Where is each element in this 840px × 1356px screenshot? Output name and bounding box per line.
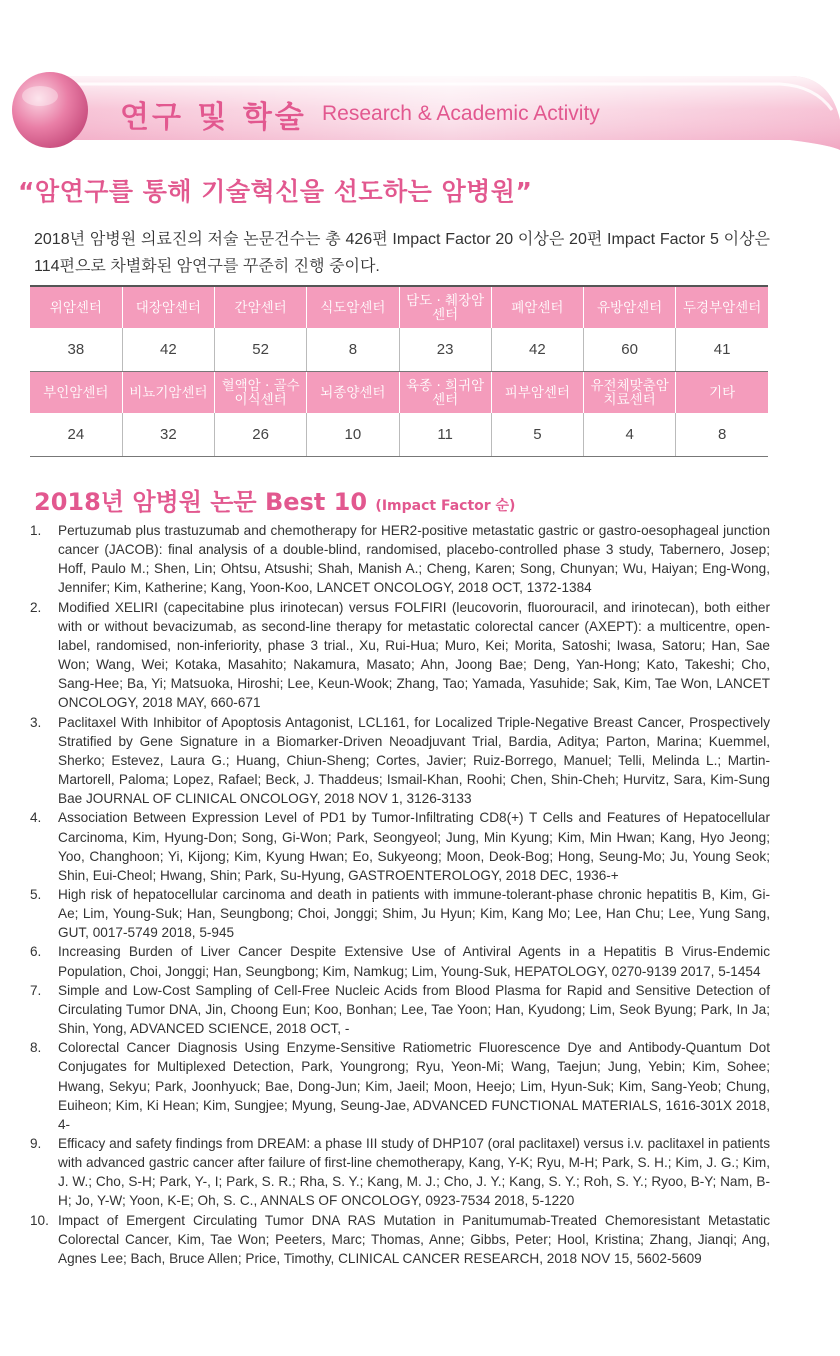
paper-citation: Impact of Emergent Circulating Tumor DNA RAS Mutation in Panitumumab-Treated Chemoresistant Metastatic Colorectal Cancer, Kim, Tae Won; Peeters, Marc; Thomas, Anne; Gibbs, Peter; Hool, Kristina; Zhang, Jianqi; Ang, Agnes Lee; Bach, Bruce Allen; Price, Timothy, CLINICAL CANCER RESEARCH, 2018 NOV 15, 5602-5609 [58, 1212, 770, 1266]
best-papers-subtitle: (Impact Factor 순) [375, 498, 516, 514]
table-value-cell: 8 [676, 413, 768, 457]
paper-citation: Increasing Burden of Liver Cancer Despite Extensive Use of Antiviral Agents in a Hepatitis B Virus-Endemic Population, Choi, Jonggi; Han, Seungbong; Kim, Namkug; Lim, Young-Suk, HEPATOLOGY, 0270-9139 2017, 5-1454 [58, 944, 770, 979]
table-value-cell: 41 [676, 328, 768, 372]
table-value-cell: 24 [30, 413, 122, 457]
table-value-cell: 38 [30, 328, 122, 372]
paper-citation: High risk of hepatocellular carcinoma and death in patients with immune-tolerant-phase chronic hepatitis B, Kim, Gi-Ae; Lim, Young-Suk; Han, Seungbong; Choi, Jonggi; Shim, Ju Hyun; Kim, Kang Mo; Lee, Han Chu; Lee, Yung Sang, GUT, 0017-5749 2018, 5-945 [58, 886, 770, 941]
paper-citation: Pertuzumab plus trastuzumab and chemotherapy for HER2-positive metastatic gastric or gastro-oesophageal junction cancer (JACOB): final analysis of a double-blind, randomised, placebo-controlled phase 3 study, Tabernero, Josep; Hoff, Paulo M.; Shen, Lin; Ohtsu, Atsushi; Shah, Manish A.; Cheng, Karen; Song, Chunyan; Wu, Haiyan; Eng-Wong, Jennifer; Kim, Katherine; Kang, Yoon-Koo, LANCET ONCOLOGY, 2018 OCT, 1372-1384 [58, 523, 770, 596]
table-header-cell: 피부암센터 [491, 372, 583, 414]
table-value-cell: 4 [584, 413, 676, 457]
section-banner [0, 0, 840, 165]
table-header-cell: 폐암센터 [491, 286, 583, 328]
paper-number: 6. [30, 944, 42, 960]
paper-number: 2. [30, 599, 42, 615]
table-header-cell: 대장암센터 [122, 286, 214, 328]
table-value-cell: 52 [215, 328, 307, 372]
table-value-row [30, 328, 768, 372]
table-value-cell: 23 [399, 328, 491, 372]
paper-item [30, 885, 770, 942]
paper-citation: Association Between Expression Level of PD1 by Tumor-Infiltrating CD8(+) T Cells and Features of Hepatocellular Carcinoma, Kim, Hyung-Don; Song, Gi-Won; Park, Seongyeol; Jung, Min Kyung; Kim, Min Hwan; Kang, Hyo Jeong; Yoo, Changhoon; Yi, Kijong; Kim, Kyung Hwan; Eo, Sukyeong; Moon, Deok-Bog; Hong, Seung-Mo; Ju, Young Seok; Shin, Eui-Cheol; Hwang, Shin; Park, Su-Hyung, GASTROENTEROLOGY, 2018 DEC, 1936-+ [58, 810, 770, 883]
table-header-row [30, 286, 768, 328]
paper-number: 5. [30, 886, 42, 902]
table-value-cell: 5 [491, 413, 583, 457]
paper-item [30, 598, 770, 713]
section-title-kr: 연구 및 학술 [120, 100, 307, 135]
paper-item [30, 942, 770, 980]
table-header-cell: 부인암센터 [30, 372, 122, 414]
table-header-cell: 육종 · 희귀암 센터 [399, 372, 491, 414]
paper-item [30, 713, 770, 809]
paper-number: 7. [30, 982, 42, 998]
table-header-cell: 혈액암 · 골수 이식센터 [215, 372, 307, 414]
table-value-cell: 10 [307, 413, 399, 457]
best-papers-title [34, 482, 515, 517]
paper-number: 8. [30, 1040, 42, 1056]
table-value-cell: 60 [584, 328, 676, 372]
table-value-cell: 42 [122, 328, 214, 372]
table-header-cell: 두경부암센터 [676, 286, 768, 328]
table-header-cell: 담도 · 췌장암 센터 [399, 286, 491, 328]
table-value-cell: 42 [491, 328, 583, 372]
best-papers-title-text: 2018년 암병원 논문 Best 10 [34, 488, 368, 516]
paper-number: 1. [30, 523, 42, 538]
paper-number: 9. [30, 1136, 42, 1151]
table-header-cell: 뇌종양센터 [307, 372, 399, 414]
table-header-cell: 비뇨기암센터 [122, 372, 214, 414]
paper-citation: Modified XELIRI (capecitabine plus irinotecan) versus FOLFIRI (leucovorin, fluorouracil, and irinotecan), both either with or without bevacizumab, as second-line therapy for metastatic colorectal cancer (AXEPT): a multicentre, open-label, randomised, non-inferiority, phase 3 trial., Xu, Rui-Hua; Muro, Kei; Morita, Satoshi; Iwasa, Satoru; Han, Sae Won; Wang, Wei; Kotaka, Masahito; Nakamura, Masato; Ahn, Joong Bae; Deng, Yan-Hong; Kato, Takeshi; Cho, Sang-Hee; Ba, Yi; Matsuoka, Hiroshi; Lee, Keun-Wook; Zhang, Tao; Yamada, Yasuhide; Sak, Kim, Tae Won, LANCET ONCOLOGY, 2018 MAY, 660-671 [58, 599, 770, 711]
paper-item [30, 981, 770, 1038]
table-value-cell: 11 [399, 413, 491, 457]
table-header-row [30, 372, 768, 414]
table-header-cell: 위암센터 [30, 286, 122, 328]
intro-paragraph: 2018년 암병원 의료진의 저술 논문건수는 총 426편 Impact Factor 20 이상은 20편 Impact Factor 5 이상은 114편으로 차별화된 암연구를 꾸준히 진행 중이다. [34, 231, 770, 275]
table-value-row [30, 413, 768, 457]
paper-citation: Efficacy and safety findings from DREAM: a phase III study of DHP107 (oral paclitaxel) versus i.v. paclitaxel in patients with advanced gastric cancer after failure of first-line chemotherapy, Kang, Y-K; Ryu, M-H; Park, S. H.; Kim, J. G.; Kim, J. W.; Cho, S-H; Park, Y-, I; Park, S. R.; Rha, S. Y.; Kang, M. J.; Cho, J. Y.; Kang, S. Y.; Roh, S. Y.; Ryoo, B-Y; Nam, B-H; Jo, Y-W; Yoon, K-E; Oh, S. C., ANNALS OF ONCOLOGY, 0923-7534 2018, 5-1220 [58, 1136, 770, 1209]
table-header-cell: 식도암센터 [307, 286, 399, 328]
table-value-cell: 26 [215, 413, 307, 457]
paper-item [30, 1038, 770, 1134]
paper-item [30, 1211, 770, 1268]
banner-graphic [0, 0, 840, 165]
paper-list [30, 521, 770, 1268]
page-headline: “암연구를 통해 기술혁신을 선도하는 암병원” [18, 177, 533, 206]
table-header-cell: 기타 [676, 372, 768, 414]
paper-number: 3. [30, 714, 42, 730]
table-value-cell: 8 [307, 328, 399, 372]
table-header-cell: 유방암센터 [584, 286, 676, 328]
paper-citation: Colorectal Cancer Diagnosis Using Enzyme-Sensitive Ratiometric Fluorescence Dye and Antibody-Quantum Dot Conjugates for Multiplexed Detection, Park, Youngrong; Ryu, Yeon-Mi; Wang, Taejun; Jung, Yebin; Kim, Sohee; Hwang, Sekyu; Park, Joonhyuck; Bae, Dong-Jun; Kim, Jaeil; Moon, Heejo; Lim, Hyun-Suk; Kim, Sang-Yeob; Chung, Euiheon; Kim, Ki Hean; Kim, Sungjee; Myung, Seung-Jae, ADVANCED FUNCTIONAL MATERIALS, 1616-301X 2018, 4- [58, 1040, 770, 1132]
paper-citation: Simple and Low-Cost Sampling of Cell-Free Nucleic Acids from Blood Plasma for Rapid and Sensitive Detection of Circulating Tumor DNA, Jin, Choong Eun; Koo, Bonhan; Lee, Tae Yoon; Han, Kyudong; Lim, Seok Byung; Park, In Ja; Shin, Yong, ADVANCED SCIENCE, 2018 OCT, - [58, 982, 770, 1037]
section-title-en: Research & Academic Activity [322, 102, 600, 125]
paper-item [30, 521, 770, 598]
paper-citation: Paclitaxel With Inhibitor of Apoptosis Antagonist, LCL161, for Localized Triple-Negative Breast Cancer, Prospectively Stratified by Gene Signature in a Biomarker-Driven Neoadjuvant Trial, Bardia, Aditya; Parton, Marina; Kuemmel, Sherko; Estevez, Laura G.; Huang, Chiun-Sheng; Cortes, Javier; Ruiz-Borrego, Manuel; Telli, Melinda L.; Martin-Martorell, Paloma; Lopez, Rafael; Beck, J. Thaddeus; Ismail-Khan, Roohi; Chen, Shin-Cheh; Hurvitz, Sara, Kim-Sung Bae JOURNAL OF CLINICAL ONCOLOGY, 2018 NOV 1, 3126-3133 [58, 714, 770, 807]
table-header-cell: 유전체맞춤암 치료센터 [584, 372, 676, 414]
paper-number: 4. [30, 810, 42, 826]
paper-number: 10. [30, 1212, 49, 1228]
center-paper-count-table [30, 285, 768, 457]
paper-item [30, 808, 770, 885]
table-value-cell: 32 [122, 413, 214, 457]
table-header-cell: 간암센터 [215, 286, 307, 328]
paper-item [30, 1134, 770, 1211]
